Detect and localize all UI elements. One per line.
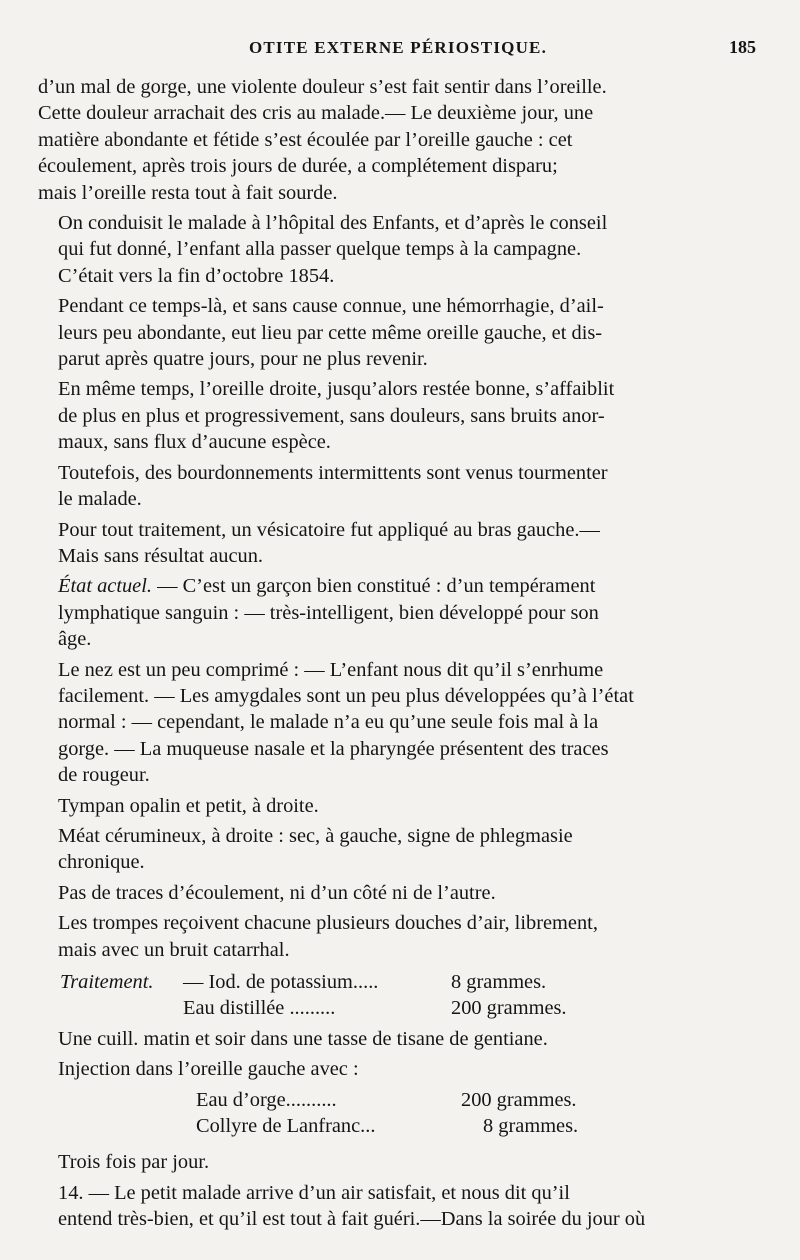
text-line: matière abondante et fétide s’est écoulée par l’oreille gauche : cet	[38, 128, 573, 151]
prescription-quantity: 200 grammes.	[451, 997, 567, 1020]
treatment-label: Traitement.	[60, 971, 154, 993]
text-line: mais avec un bruit catarrhal.	[58, 938, 290, 961]
text-line: Toutefois, des bourdonnements intermittents sont venus tourmenter	[58, 461, 608, 484]
text-line: le malade.	[58, 488, 142, 511]
paragraph-p12	[38, 910, 758, 963]
text-line: Cette douleur arrachait des cris au malade.— Le deuxième jour, une	[38, 102, 594, 125]
running-title: OTITE EXTERNE PÉRIOSTIQUE.	[248, 38, 548, 57]
text-line: Trois fois par jour.	[58, 1151, 210, 1174]
text-line: entend très-bien, et qu’il est tout à fait guéri.—Dans la soirée du jour où	[58, 1208, 646, 1231]
formula-row	[38, 1113, 758, 1139]
paragraph-p1	[38, 74, 758, 206]
body-text	[38, 74, 758, 1237]
paragraph-p7	[38, 573, 758, 652]
text-line: gorge. — La muqueuse nasale et la pharyngée présentent des traces	[58, 737, 609, 760]
text-line: parut après quatre jours, pour ne plus revenir.	[58, 348, 428, 371]
paragraph-p11	[38, 880, 758, 906]
paragraph-p6	[38, 517, 758, 570]
paragraph-p16	[38, 1180, 758, 1233]
text-line: de rougeur.	[58, 764, 150, 787]
page-header	[38, 0, 758, 57]
text-line: qui fut donné, l’enfant alla passer quelque temps à la campagne.	[58, 238, 582, 261]
paragraph-p5	[38, 460, 758, 513]
prescription-item: — Iod. de potassium.....	[183, 971, 379, 993]
prescription-item: Eau distillée .........	[183, 997, 336, 1020]
paragraph-p13	[38, 1026, 758, 1052]
text-line: lymphatique sanguin : — très-intelligent, bien développé pour son	[58, 601, 599, 624]
text-line: Pas de traces d’écoulement, ni d’un côté ni de l’autre.	[58, 881, 496, 904]
text-line: Pour tout traitement, un vésicatoire fut appliqué au bras gauche.—	[58, 518, 600, 541]
formula-item: Collyre de Lanfranc...	[196, 1114, 376, 1137]
injection-formula	[38, 1087, 758, 1140]
text-line: âge.	[58, 628, 92, 651]
text-line: d’un mal de gorge, une violente douleur s’est fait sentir dans l’oreille.	[38, 76, 607, 98]
paragraph-p10	[38, 823, 758, 876]
text-line: maux, sans flux d’aucune espèce.	[58, 431, 331, 454]
paragraph-p15	[38, 1149, 758, 1175]
text-line: Les trompes reçoivent chacune plusieurs douches d’air, librement,	[58, 912, 598, 935]
text-line: Mais sans résultat aucun.	[58, 544, 263, 567]
paragraph-p14	[38, 1056, 758, 1082]
text-line: de plus en plus et progressivement, sans douleurs, sans bruits anor-	[58, 404, 605, 427]
paragraph-p2	[38, 210, 758, 289]
italic-lead: État actuel.	[58, 575, 152, 598]
paragraph-p9	[38, 793, 758, 819]
page-number: 185	[729, 37, 756, 57]
paragraph-p3	[38, 293, 758, 372]
text-line: Une cuill. matin et soir dans une tasse de tisane de gentiane.	[58, 1027, 548, 1050]
text-line: En même temps, l’oreille droite, jusqu’alors restée bonne, s’affaiblit	[58, 378, 615, 401]
text-line: normal : — cependant, le malade n’a eu qu’une seule fois mal à la	[58, 711, 599, 734]
text-line: 14. — Le petit malade arrive d’un air satisfait, et nous dit qu’il	[58, 1181, 570, 1204]
text-line: Méat cérumineux, à droite : sec, à gauche, signe de phlegmasie	[58, 824, 573, 847]
prescription-quantity: 8 grammes.	[451, 971, 547, 993]
text-line: On conduisit le malade à l’hôpital des Enfants, et d’après le conseil	[58, 212, 608, 235]
text-line: Pendant ce temps-là, et sans cause connue, une hémorrhagie, d’ail-	[58, 295, 604, 318]
text-line: chronique.	[58, 851, 145, 874]
text-line: Tympan opalin et petit, à droite.	[58, 794, 319, 817]
text-line: écoulement, après trois jours de durée, a complétement disparu;	[38, 155, 558, 178]
text-line: C’était vers la fin d’octobre 1854.	[58, 264, 335, 287]
paragraph-p8	[38, 657, 758, 789]
text-line: leurs peu abondante, eut lieu par cette même oreille gauche, et dis-	[58, 321, 603, 344]
text-line: Le nez est un peu comprimé : — L’enfant nous dit qu’il s’enrhume	[58, 658, 604, 681]
text-line: Injection dans l’oreille gauche avec :	[58, 1058, 359, 1081]
prescription-row	[38, 969, 758, 995]
formula-item: Eau d’orge..........	[196, 1088, 337, 1111]
formula-row	[38, 1087, 758, 1113]
prescription-row	[38, 995, 758, 1021]
formula-quantity: 200 grammes.	[461, 1088, 577, 1111]
paragraph-p4	[38, 376, 758, 455]
text-line: facilement. — Les amygdales sont un peu plus développées qu’à l’état	[58, 684, 634, 707]
text-line: mais l’oreille resta tout à fait sourde.	[38, 181, 338, 204]
line-text: — C’est un garçon bien constitué : d’un tempérament	[152, 575, 596, 598]
treatment-prescription	[38, 969, 758, 1022]
formula-quantity: 8 grammes.	[483, 1114, 579, 1137]
text-line	[38, 573, 758, 599]
